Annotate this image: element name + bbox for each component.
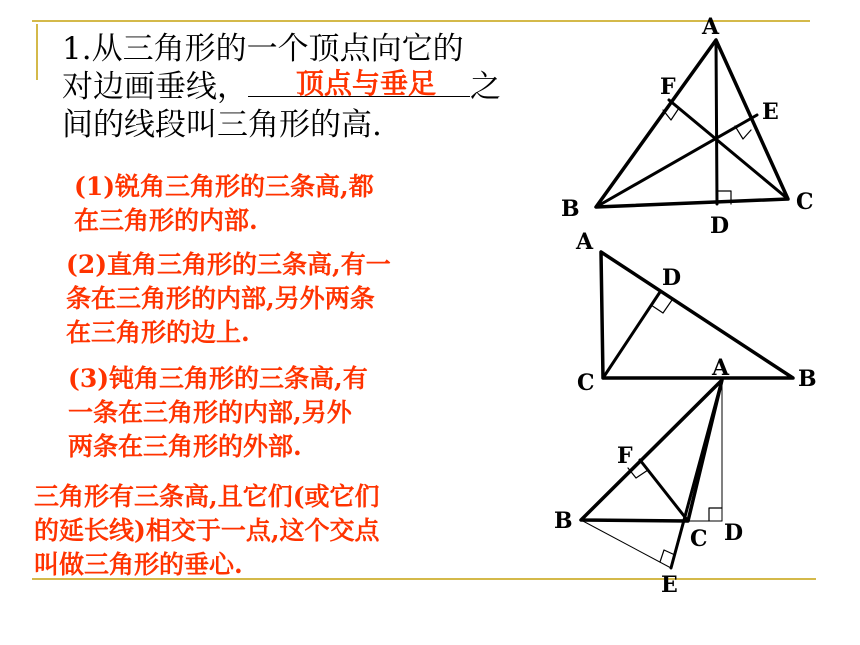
point-obtuse-line-1: (3)钝角三角形的三条高,有: [68, 364, 368, 393]
fig2-label-C: C: [577, 370, 595, 396]
fig2-label-A: A: [576, 229, 594, 255]
altitude-CF: [640, 460, 688, 521]
right-triangle: [601, 252, 793, 378]
definition-line-2-end: 之: [470, 69, 501, 105]
fig3-label-F: F: [617, 443, 633, 469]
point-obtuse-line-3: 两条在三角形的外部.: [68, 432, 302, 461]
point-acute-line-2: 在三角形的内部.: [74, 206, 258, 235]
point-right-line-2: 条在三角形的内部,另外两条: [66, 284, 375, 313]
fig3-label-B: B: [554, 508, 573, 534]
right-triangle-figure: [601, 252, 793, 378]
blank-answer: 顶点与垂足: [296, 67, 437, 100]
point-obtuse-line-2: 一条在三角形的内部,另外: [68, 398, 352, 427]
fig1-label-B: B: [561, 196, 580, 222]
definition-line-3: 间的线段叫三角形的高.: [62, 107, 382, 143]
altitude-AD: [716, 40, 717, 204]
fig1-label-F: F: [660, 74, 676, 100]
point-right-line-3: 在三角形的边上.: [66, 318, 250, 347]
fig1-label-C: C: [796, 189, 814, 215]
fig1-label-D: D: [710, 213, 730, 239]
conclusion-line-1: 三角形有三条高,且它们(或它们: [34, 482, 380, 511]
conclusion-line-2: 的延长线)相交于一点,这个交点: [34, 516, 380, 545]
fig3-label-C: C: [690, 526, 708, 552]
conclusion-line-3: 叫做三角形的垂心.: [34, 550, 243, 579]
extension-BE: [581, 520, 671, 568]
fig2-label-B: B: [798, 366, 817, 392]
definition-line-2-start: 对边画垂线，: [62, 69, 248, 105]
definition-line-1: 1.从三角形的一个顶点向它的: [62, 31, 464, 67]
point-right-line-1: (2)直角三角形的三条高,有一: [66, 250, 391, 279]
acute-triangle: [596, 40, 788, 207]
point-acute-line-1: (1)锐角三角形的三条高,都: [74, 172, 374, 201]
obtuse-triangle: [581, 380, 722, 521]
right-angle-mark-D3: [709, 508, 722, 521]
fig3-label-D: D: [724, 520, 744, 546]
fig1-label-E: E: [762, 99, 779, 125]
fig1-label-A: A: [702, 14, 720, 40]
fig2-label-D: D: [662, 265, 682, 291]
right-angle-mark-E: [735, 126, 751, 139]
fig3-label-E: E: [661, 572, 678, 598]
altitude-BE: [596, 115, 757, 207]
fig3-label-A: A: [712, 355, 730, 381]
acute-triangle-figure: [596, 40, 788, 207]
